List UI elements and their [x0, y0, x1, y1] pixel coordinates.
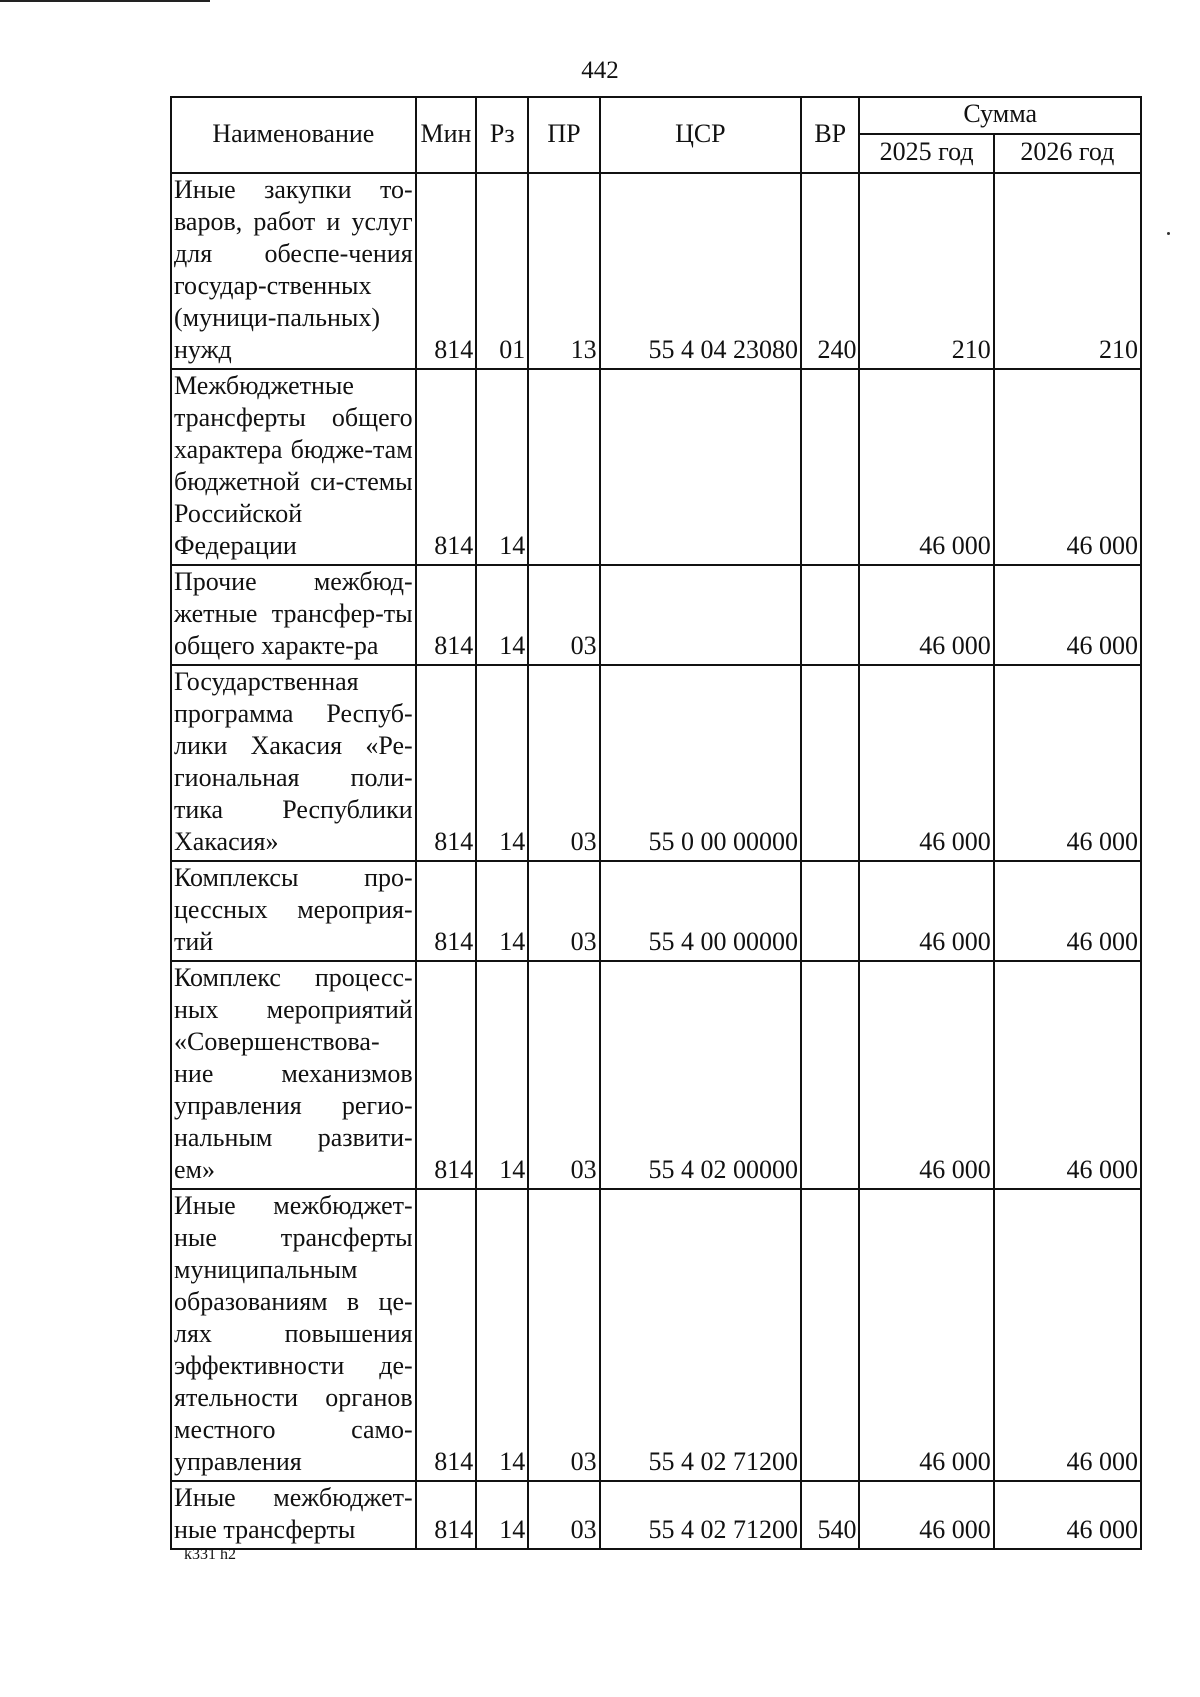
row-name: Иные закупки то-варов, работ и услуг для обеспе-чения государ-ственных (муници-пальных) нужд [171, 173, 416, 369]
header-row [171, 97, 1141, 134]
table-row [171, 1189, 1141, 1481]
row-csr: 55 4 02 71200 [600, 1189, 801, 1481]
table-row [171, 961, 1141, 1189]
row-sum-2025: 210 [859, 173, 993, 369]
row-min: 814 [416, 1481, 477, 1549]
header-csr: ЦСР [600, 97, 801, 173]
row-min: 814 [416, 1189, 477, 1481]
page-number: 442 [581, 57, 619, 84]
table-row [171, 565, 1141, 665]
row-sum-2025: 46 000 [859, 1189, 993, 1481]
row-csr [600, 565, 801, 665]
row-name: Межбюджетные трансферты общего характера бюдже-там бюджетной си-стемы Российской Федерации [171, 369, 416, 565]
row-rz: 14 [476, 369, 528, 565]
row-rz: 14 [476, 861, 528, 961]
header-min: Мин [416, 97, 477, 173]
header-year-2025: 2025 год [859, 134, 993, 173]
row-sum-2026: 46 000 [994, 369, 1141, 565]
row-min: 814 [416, 665, 477, 861]
table-row [171, 665, 1141, 861]
row-sum-2026: 46 000 [994, 565, 1141, 665]
row-rz: 14 [476, 565, 528, 665]
row-min: 814 [416, 369, 477, 565]
row-sum-2026: 210 [994, 173, 1141, 369]
row-vr [801, 565, 859, 665]
row-sum-2025: 46 000 [859, 961, 993, 1189]
row-pr: 03 [528, 1481, 599, 1549]
row-name: Иные межбюджет-ные трансферты [171, 1481, 416, 1549]
row-pr: 03 [528, 961, 599, 1189]
row-csr: 55 4 04 23080 [600, 173, 801, 369]
row-pr: 13 [528, 173, 599, 369]
row-pr: 03 [528, 861, 599, 961]
row-csr: 55 4 02 00000 [600, 961, 801, 1189]
header-vr: ВР [801, 97, 859, 173]
header-rz: Рз [476, 97, 528, 173]
header-pr: ПР [528, 97, 599, 173]
row-min: 814 [416, 173, 477, 369]
table-row [171, 1481, 1141, 1549]
row-sum-2025: 46 000 [859, 861, 993, 961]
row-rz: 14 [476, 961, 528, 1189]
row-pr: 03 [528, 565, 599, 665]
header-year-2026: 2026 год [994, 134, 1141, 173]
row-vr [801, 861, 859, 961]
row-sum-2025: 46 000 [859, 1481, 993, 1549]
table-row [171, 861, 1141, 961]
row-vr: 240 [801, 173, 859, 369]
row-min: 814 [416, 565, 477, 665]
table-row [171, 173, 1141, 369]
row-sum-2026: 46 000 [994, 665, 1141, 861]
row-vr [801, 665, 859, 861]
row-vr [801, 1189, 859, 1481]
row-sum-2026: 46 000 [994, 1189, 1141, 1481]
row-vr [801, 961, 859, 1189]
row-sum-2025: 46 000 [859, 665, 993, 861]
row-csr: 55 0 00 00000 [600, 665, 801, 861]
row-vr: 540 [801, 1481, 859, 1549]
row-rz: 14 [476, 1481, 528, 1549]
row-name: Комплекс процесс-ных мероприятий «Совершенствова-ние механизмов управления регио-нальным развити-ем» [171, 961, 416, 1189]
margin-mark [1167, 232, 1170, 235]
row-pr [528, 369, 599, 565]
row-min: 814 [416, 961, 477, 1189]
header-name: Наименование [171, 97, 416, 173]
row-sum-2026: 46 000 [994, 1481, 1141, 1549]
row-rz: 14 [476, 1189, 528, 1481]
row-name: Иные межбюджет-ные трансферты муниципальным образованиям в це-лях повышения эффективности де-ятельности органов местного само-управления [171, 1189, 416, 1481]
row-name: Государственная программа Респуб-лики Хакасия «Ре-гиональная поли-тика Республики Хакасия» [171, 665, 416, 861]
row-name: Комплексы про-цессных мероприя-тий [171, 861, 416, 961]
row-sum-2026: 46 000 [994, 861, 1141, 961]
row-sum-2026: 46 000 [994, 961, 1141, 1189]
row-min: 814 [416, 861, 477, 961]
row-vr [801, 369, 859, 565]
row-rz: 01 [476, 173, 528, 369]
row-pr: 03 [528, 1189, 599, 1481]
row-sum-2025: 46 000 [859, 369, 993, 565]
budget-table [170, 96, 1142, 1550]
row-sum-2025: 46 000 [859, 565, 993, 665]
top-rule [0, 0, 210, 2]
row-rz: 14 [476, 665, 528, 861]
row-csr: 55 4 02 71200 [600, 1481, 801, 1549]
footer-document-code: k331 h2 [184, 1546, 236, 1563]
table-row [171, 369, 1141, 565]
row-name: Прочие межбюд-жетные трансфер-ты общего характе-ра [171, 565, 416, 665]
row-csr [600, 369, 801, 565]
row-pr: 03 [528, 665, 599, 861]
header-sum: Сумма [859, 97, 1141, 134]
row-csr: 55 4 00 00000 [600, 861, 801, 961]
